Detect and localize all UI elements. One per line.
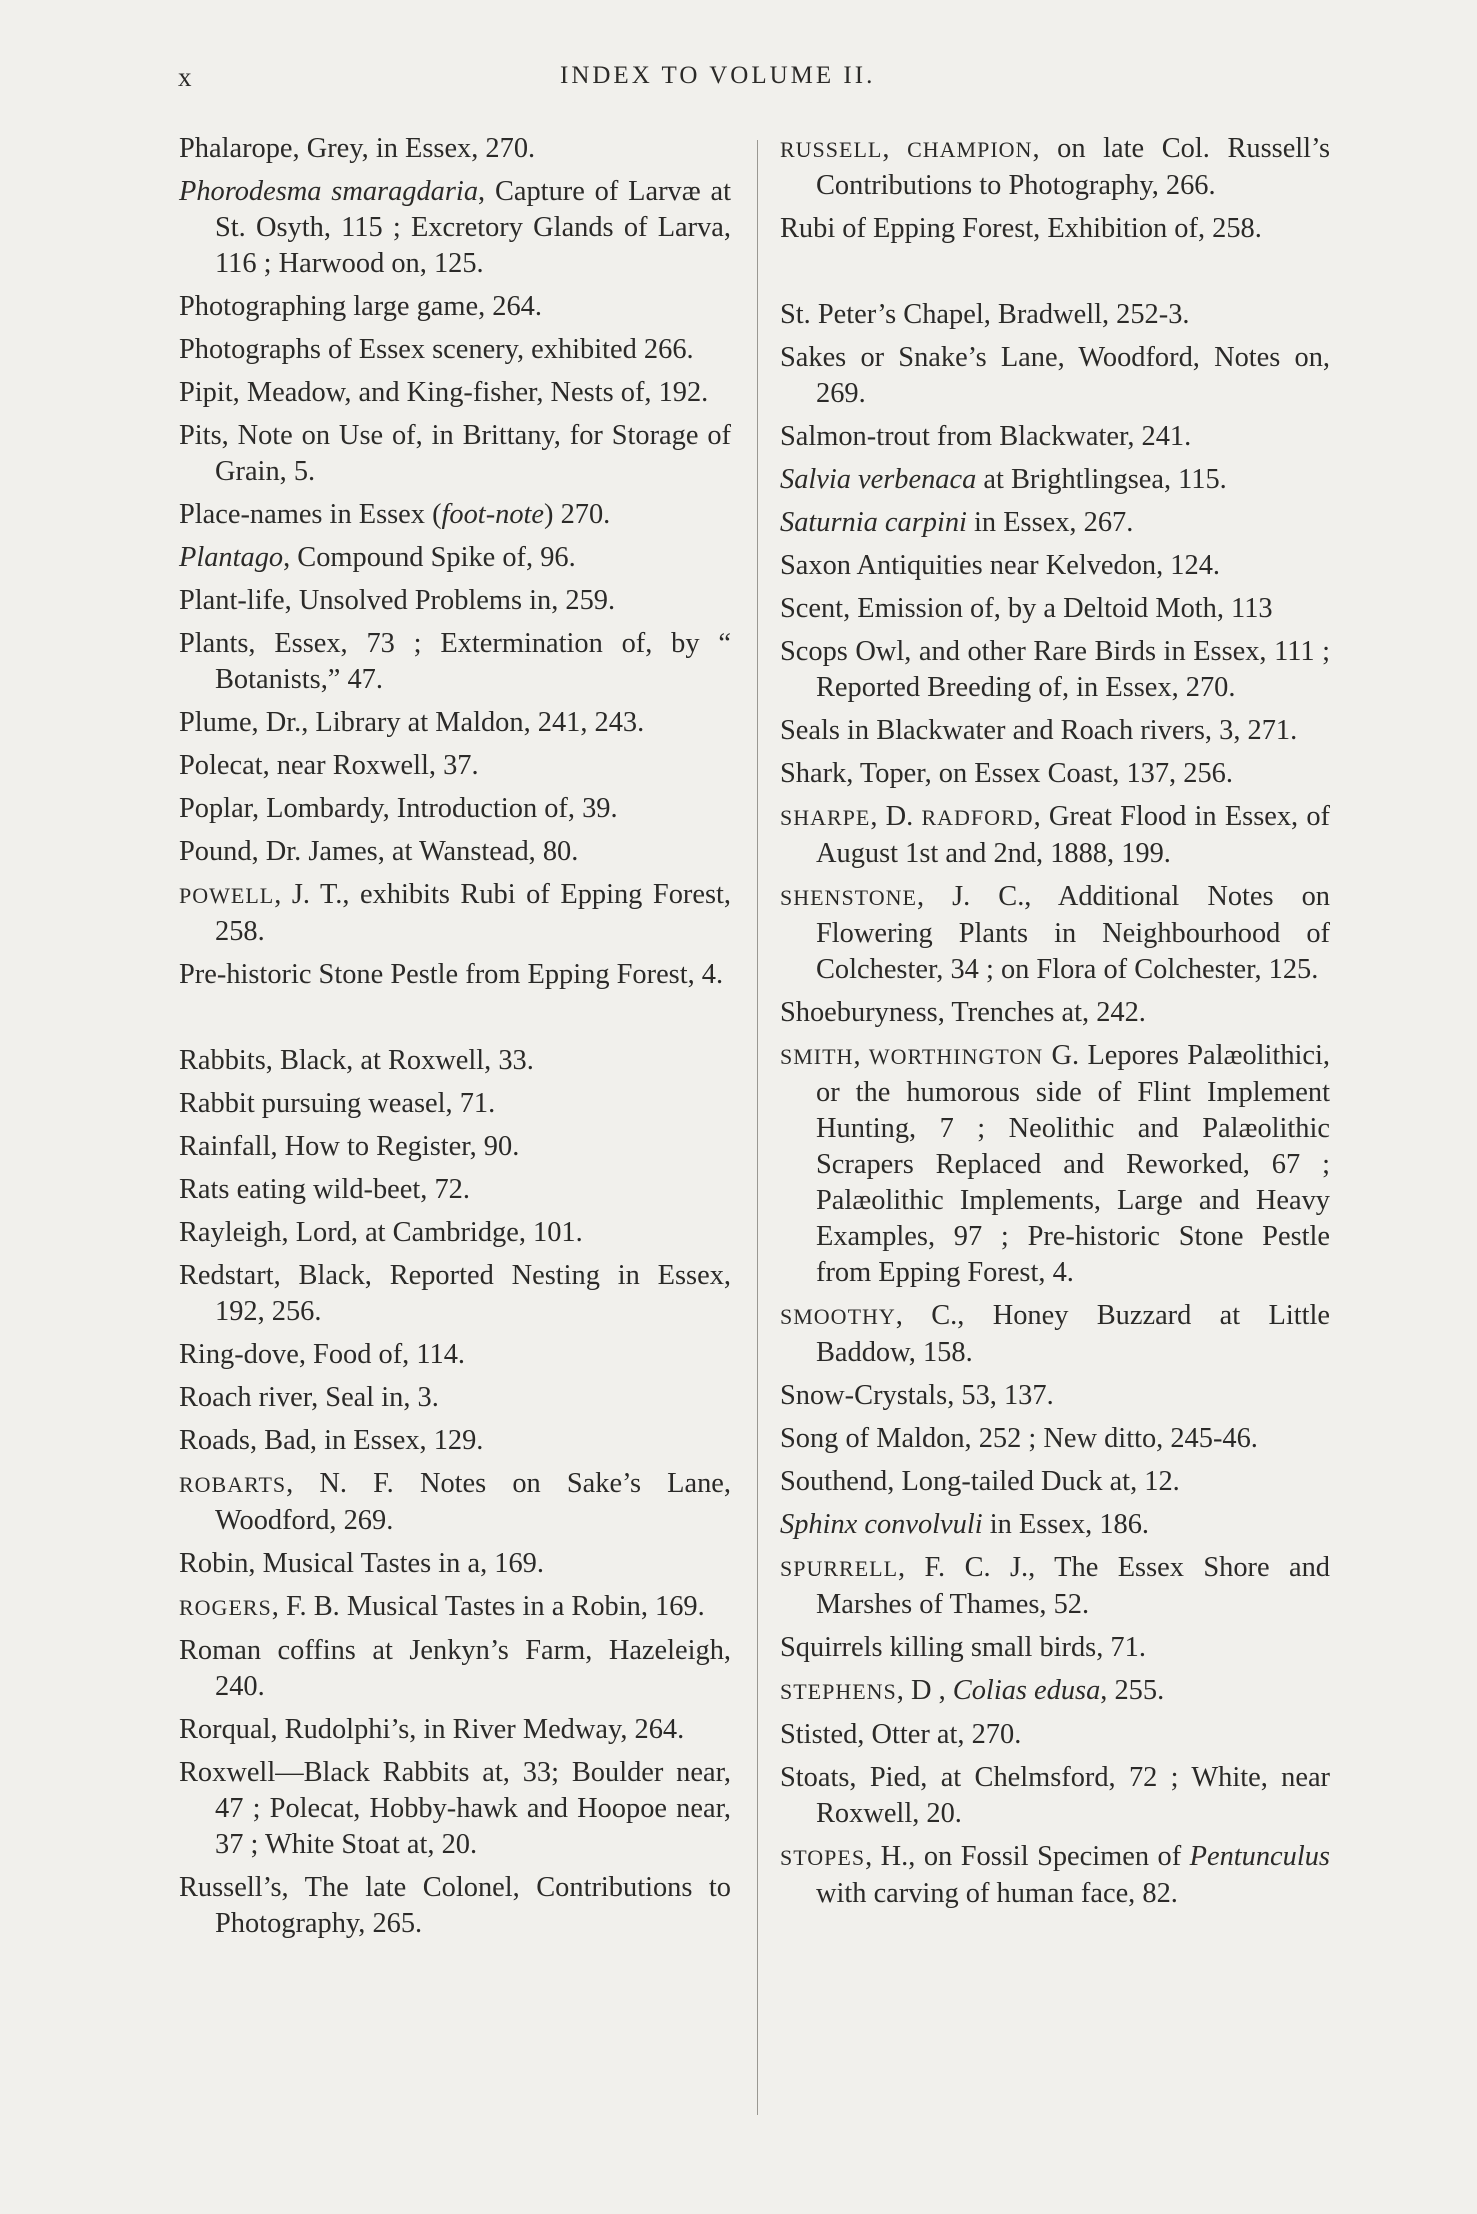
author-name: CHAMPION [907, 137, 1033, 162]
entry-text: Photographs of Essex scenery, exhibited 266. [179, 334, 694, 365]
index-entry [179, 791, 731, 827]
index-entry [780, 297, 1330, 333]
entry-text: , Compound Spike of, 96. [283, 542, 576, 573]
entry-text: Salmon-trout from Blackwater, 241. [780, 421, 1192, 452]
index-entry [780, 1421, 1330, 1457]
index-entry [179, 1870, 731, 1942]
index-entry [780, 1717, 1330, 1753]
entry-text: , on late Col. Russell’s Contributions to Photography, 266. [816, 133, 1331, 201]
index-entry [179, 174, 731, 282]
column-divider [757, 140, 758, 2115]
index-column-right [780, 131, 1330, 1919]
index-entry [179, 1086, 731, 1122]
entry-text: Snow-Crystals, 53, 137. [780, 1380, 1054, 1411]
entry-text: Shark, Toper, on Essex Coast, 137, 256. [780, 758, 1233, 789]
index-entry [179, 540, 731, 576]
index-entry [780, 419, 1330, 455]
italic-term: Sphinx convolvuli [780, 1509, 983, 1540]
index-entry [780, 1378, 1330, 1414]
index-column-left [179, 131, 731, 1949]
entry-text: Pre-historic Stone Pestle from Epping Forest, 4. [179, 959, 724, 990]
entry-text: Rats eating wild-beet, 72. [179, 1174, 470, 1205]
index-entry [780, 591, 1330, 627]
index-entry [179, 1172, 731, 1208]
entry-text: , [853, 1040, 869, 1071]
entry-text: , 255. [1100, 1675, 1165, 1706]
entry-text: Redstart, Black, Reported Nesting in Essex, 192, 256. [179, 1260, 731, 1327]
entry-text: , F. B. Musical Tastes in a Robin, 169. [271, 1591, 705, 1622]
entry-text: Place-names in Essex ( [179, 499, 442, 530]
author-name: STEPHENS [780, 1679, 897, 1704]
page-header [0, 62, 1477, 106]
index-entry [179, 1129, 731, 1165]
index-entry [179, 705, 731, 741]
index-entry [179, 1546, 731, 1582]
entry-text: Robin, Musical Tastes in a, 169. [179, 1548, 544, 1579]
index-entry [780, 1298, 1330, 1371]
author-name: SMOOTHY [780, 1304, 896, 1329]
index-entry [780, 505, 1330, 541]
entry-text: , J. T., exhibits Rubi of Epping Forest, 258. [215, 879, 731, 947]
entry-text: Rainfall, How to Register, 90. [179, 1131, 520, 1162]
index-entry [179, 131, 731, 167]
entry-text: Roach river, Seal in, 3. [179, 1382, 439, 1413]
entry-text: , [882, 133, 908, 164]
author-name: SHENSTONE [780, 885, 917, 910]
index-entry [780, 713, 1330, 749]
entry-text: Seals in Blackwater and Roach rivers, 3, 271. [780, 715, 1298, 746]
index-entry [780, 1630, 1330, 1666]
index-entry [179, 834, 731, 870]
index-entry [780, 462, 1330, 498]
index-entry [179, 497, 731, 533]
index-entry [780, 340, 1330, 412]
index-entry [179, 877, 731, 950]
entry-text: Stoats, Pied, at Chelmsford, 72 ; White, near Roxwell, 20. [780, 1762, 1330, 1829]
author-name: STOPES [780, 1845, 866, 1870]
entry-text: Shoeburyness, Trenches at, 242. [780, 997, 1146, 1028]
entry-text: Southend, Long-tailed Duck at, 12. [780, 1466, 1180, 1497]
italic-term: Plantago [179, 542, 284, 573]
entry-text: Roxwell—Black Rabbits at, 33; Boulder near, 47 ; Polecat, Hobby-hawk and Hoopoe near, 37 ; White Stoat at, 20. [179, 1757, 731, 1860]
entry-text: Roads, Bad, in Essex, 129. [179, 1425, 484, 1456]
entry-text: , N. F. Notes on Sake’s Lane, Woodford, 269. [215, 1468, 731, 1536]
entry-text: Scent, Emission of, by a Deltoid Moth, 113 [780, 593, 1273, 624]
author-name: SPURRELL [780, 1556, 899, 1581]
index-entry [780, 1839, 1330, 1912]
index-entry [179, 1755, 731, 1863]
index-entry [179, 1258, 731, 1330]
author-name: SMITH [780, 1044, 854, 1069]
entry-text: , F. C. J., The Essex Shore and Marshes of Thames, 52. [816, 1552, 1330, 1620]
italic-term: Colias edusa [952, 1675, 1101, 1706]
entry-text: Rayleigh, Lord, at Cambridge, 101. [179, 1217, 583, 1248]
index-entry [780, 1550, 1330, 1623]
entry-text: in Essex, 267. [966, 507, 1134, 538]
author-name: WORTHINGTON [868, 1044, 1044, 1069]
index-entry [179, 583, 731, 619]
index-entry [780, 756, 1330, 792]
entry-text: Russell’s, The late Colonel, Contributions to Photography, 265. [179, 1872, 731, 1939]
author-name: ROGERS [179, 1595, 272, 1620]
index-entry [780, 548, 1330, 584]
index-entry [179, 289, 731, 325]
index-entry [780, 634, 1330, 706]
index-entry [780, 1673, 1330, 1710]
index-entry [179, 1633, 731, 1705]
index-entry [780, 211, 1330, 247]
index-entry [179, 1712, 731, 1748]
entry-text: Plants, Essex, 73 ; Extermination of, by “ Botanists,” 47. [179, 628, 731, 695]
entry-text: Rorqual, Rudolphi’s, in River Medway, 264. [179, 1714, 685, 1745]
author-name: SHARPE [780, 805, 871, 830]
index-entry [179, 1215, 731, 1251]
index-entry [780, 1038, 1330, 1291]
index-entry [179, 375, 731, 411]
italic-term: Pentunculus [1189, 1841, 1330, 1872]
index-entry [780, 995, 1330, 1031]
entry-text: , D , [896, 1675, 953, 1706]
entry-text: ) 270. [544, 499, 611, 530]
index-entry [179, 332, 731, 368]
index-entry [179, 418, 731, 490]
entry-text: Phalarope, Grey, in Essex, 270. [179, 133, 536, 164]
entry-text: , J. C., Additional Notes on Flowering Plants in Neighbourhood of Colchester, 34 ; on Flora of Colchester, 125. [816, 881, 1330, 985]
index-entry [179, 1466, 731, 1539]
index-entry [179, 957, 731, 993]
entry-text: Saxon Antiquities near Kelvedon, 124. [780, 550, 1220, 581]
running-title: INDEX TO VOLUME II. [560, 62, 876, 89]
author-name: ROBARTS [179, 1472, 287, 1497]
entry-text: at Brightlingsea, 115. [976, 464, 1227, 495]
index-entry [179, 1423, 731, 1459]
index-entry [780, 1507, 1330, 1543]
entry-text: Polecat, near Roxwell, 37. [179, 750, 479, 781]
italic-term: Phorodesma smaragdaria [179, 176, 479, 207]
entry-text: , H., on Fossil Specimen of [865, 1841, 1190, 1872]
italic-term: Salvia verbenaca [780, 464, 977, 495]
entry-text: Stisted, Otter at, 270. [780, 1719, 1022, 1750]
entry-text: in Essex, 186. [982, 1509, 1150, 1540]
entry-text: Scops Owl, and other Rare Birds in Essex, 111 ; Reported Breeding of, in Essex, 270. [780, 636, 1330, 703]
page-number: x [178, 62, 193, 92]
index-entry [179, 1380, 731, 1416]
entry-text: Photographing large game, 264. [179, 291, 542, 322]
index-entry [179, 626, 731, 698]
index-entry [179, 1043, 731, 1079]
entry-text: Rubi of Epping Forest, Exhibition of, 258. [780, 213, 1262, 244]
entry-text: Pipit, Meadow, and King-fisher, Nests of, 192. [179, 377, 709, 408]
entry-text: , Capture of Larvæ at St. Osyth, 115 ; Excretory Glands of Larva, 116 ; Harwood on, 125. [215, 176, 731, 279]
entry-text: Sakes or Snake’s Lane, Woodford, Notes on, 269. [780, 342, 1330, 409]
entry-text: Ring-dove, Food of, 114. [179, 1339, 465, 1370]
entry-text: Rabbits, Black, at Roxwell, 33. [179, 1045, 534, 1076]
index-entry [179, 1589, 731, 1626]
entry-text: St. Peter’s Chapel, Bradwell, 252-3. [780, 299, 1190, 330]
italic-term: foot-note [441, 499, 545, 530]
index-entry [179, 748, 731, 784]
entry-text: Rabbit pursuing weasel, 71. [179, 1088, 496, 1119]
index-entry [780, 131, 1330, 204]
index-entry [780, 1464, 1330, 1500]
entry-text: Pound, Dr. James, at Wanstead, 80. [179, 836, 579, 867]
author-name: POWELL [179, 883, 275, 908]
index-entry [780, 799, 1330, 872]
entry-text: Poplar, Lombardy, Introduction of, 39. [179, 793, 618, 824]
entry-text: Squirrels killing small birds, 71. [780, 1632, 1146, 1663]
entry-text: G. Lepores Palæolithici, or the humorous side of Flint Implement Hunting, 7 ; Neolithic and Palæolithic Scrapers Replaced and Reworked, 67 ; Palæolithic Implements, Large and Heavy Examples, 97 ; Pre-historic Stone Pestle from Epping Forest, 4. [816, 1040, 1330, 1288]
entry-text: Roman coffins at Jenkyn’s Farm, Hazeleigh, 240. [179, 1635, 731, 1702]
entry-text: with carving of human face, 82. [816, 1878, 1178, 1909]
entry-text: Plant-life, Unsolved Problems in, 259. [179, 585, 616, 616]
entry-text: , D. [870, 801, 922, 832]
entry-text: Plume, Dr., Library at Maldon, 241, 243. [179, 707, 645, 738]
author-name: RADFORD [921, 805, 1034, 830]
entry-text: , C., Honey Buzzard at Little Baddow, 158. [816, 1300, 1330, 1368]
index-entry [780, 879, 1330, 988]
entry-text: Song of Maldon, 252 ; New ditto, 245-46. [780, 1423, 1258, 1454]
entry-text: Pits, Note on Use of, in Brittany, for Storage of Grain, 5. [179, 420, 731, 487]
index-entry [179, 1337, 731, 1373]
author-name: RUSSELL [780, 137, 883, 162]
index-entry [780, 1760, 1330, 1832]
entry-text: , Great Flood in Essex, of August 1st and 2nd, 1888, 199. [816, 801, 1330, 869]
italic-term: Saturnia carpini [780, 507, 967, 538]
